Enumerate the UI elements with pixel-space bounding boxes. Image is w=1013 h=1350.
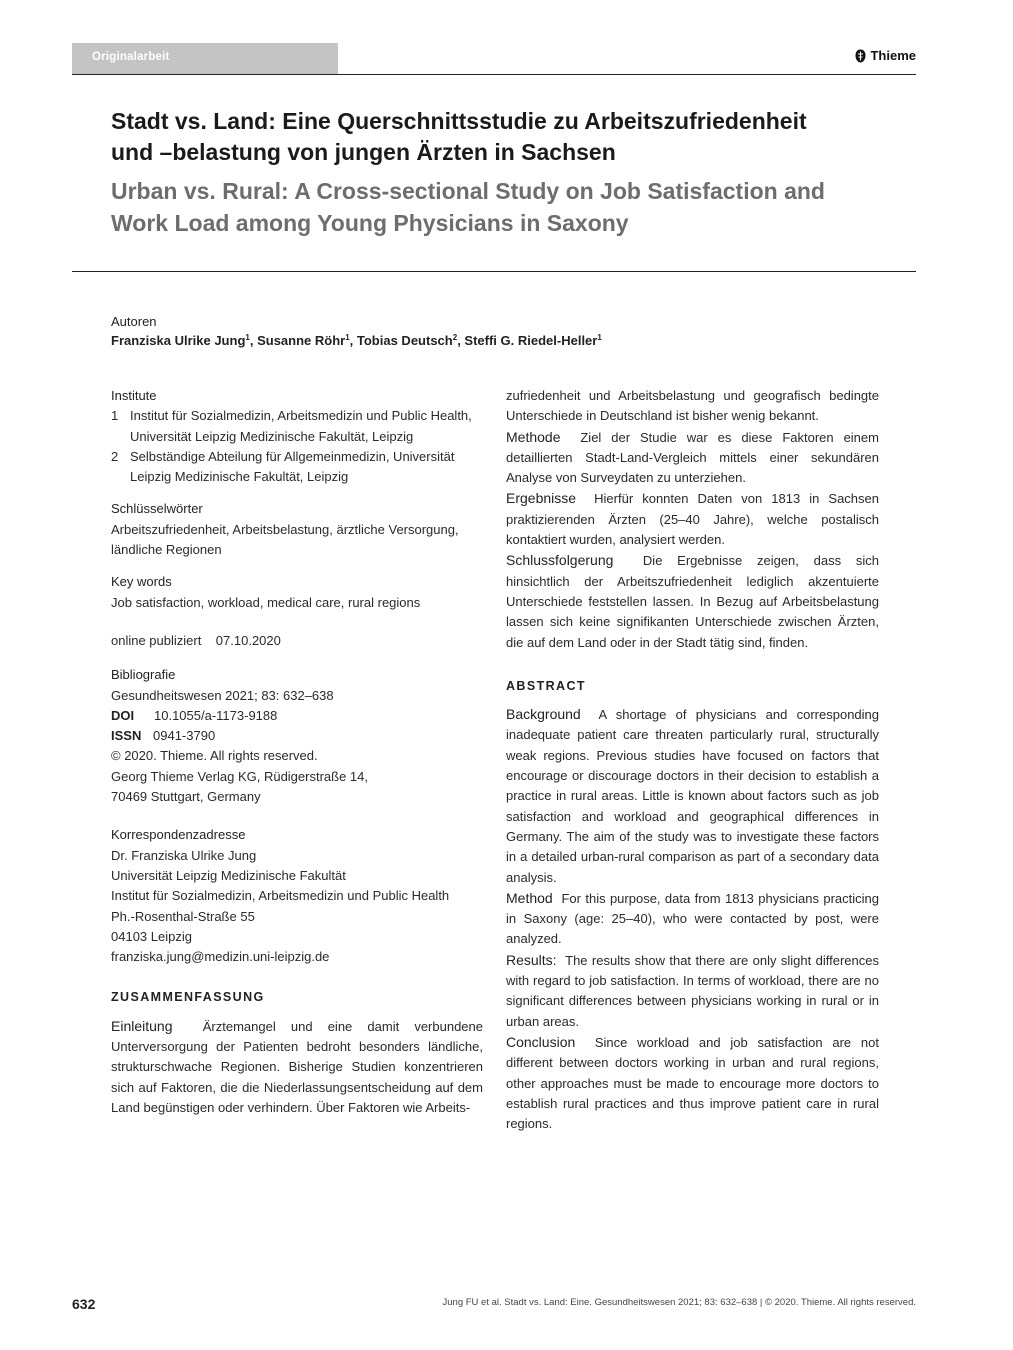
section-tab	[72, 43, 338, 74]
institute-text: Selbständige Abteilung für Allgemeinmedizin, Universität Leipzig Medizinische Fakultät, Leipzig	[130, 448, 455, 485]
correspondence-email[interactable]: franziska.jung@medizin.uni-leipzig.de	[111, 949, 330, 965]
title-english-line2: Work Load among Young Physicians in Saxony	[111, 210, 629, 236]
keywords-de-heading: Schlüsselwörter	[111, 501, 203, 517]
correspondence-line: Institut für Sozialmedizin, Arbeitsmedizin und Public Health	[111, 888, 450, 904]
online-published-label: online publiziert	[111, 632, 202, 648]
publisher-name: Thieme	[870, 48, 916, 63]
author-affiliation: 1	[245, 333, 250, 342]
author-list	[111, 333, 602, 348]
background-label: Background	[506, 706, 581, 723]
schlussfolgerung-paragraph	[506, 550, 879, 652]
bibliography-citation: Gesundheitswesen 2021; 83: 632–638	[111, 687, 334, 703]
publisher-address-line: Georg Thieme Verlag KG, Rüdigerstraße 14,	[111, 768, 368, 784]
author-separator: ,	[249, 333, 258, 348]
author-separator: ,	[457, 333, 465, 348]
bibliography-heading: Bibliografie	[111, 667, 176, 683]
ergebnisse-text: Hierfür konnten Daten von 1813 in Sachsen praktizierenden Ärzten (25–40 Jahre), welche postalisch kontaktiert wurden, analysiert werden.	[506, 491, 879, 548]
einleitung-label: Einleitung	[111, 1017, 173, 1034]
doi-label: DOI	[111, 707, 135, 723]
einleitung-continued: zufriedenheit und Arbeitsbelastung und geografisch bedingte Unterschiede in Deutschland ist bisher wenig bekannt.	[506, 388, 879, 424]
header-rule	[72, 74, 916, 75]
authors-label: Autoren	[111, 314, 157, 329]
author-name: Franziska Ulrike Jung	[111, 333, 246, 348]
publisher-logo	[855, 48, 916, 63]
correspondence-line: Dr. Franziska Ulrike Jung	[111, 847, 257, 863]
section-tab-label: Originalarbeit	[92, 51, 170, 63]
institute-item	[111, 406, 483, 447]
correspondence-line: 04103 Leipzig	[111, 928, 192, 944]
keywords-en-heading: Key words	[111, 574, 172, 590]
keywords-en-text: Job satisfaction, workload, medical care, rural regions	[111, 594, 421, 610]
method-label: Method	[506, 889, 553, 906]
author-affiliation: 2	[452, 333, 458, 342]
copyright-line: © 2020. Thieme. All rights reserved.	[111, 748, 318, 764]
results-label: Results:	[506, 951, 557, 968]
abstract-heading: ABSTRACT	[506, 678, 586, 693]
institute-number: 1	[111, 408, 119, 424]
results-paragraph	[506, 950, 879, 1032]
method-paragraph	[506, 888, 879, 950]
correspondence-line: Ph.-Rosenthal-Straße 55	[111, 908, 255, 924]
issn-label: ISSN	[111, 728, 142, 744]
correspondence-heading: Korrespondenzadresse	[111, 827, 246, 843]
conclusion-text: Since workload and job satisfaction are not different between doctors working in urban and rural regions, other approaches must be made to encourage more doctors to establish rural practices and thus improve patient care in rural regions.	[506, 1034, 879, 1132]
keywords-de-text: Arbeitszufriedenheit, Arbeitsbelastung, ärztliche Versorgung, ländliche Regionen	[111, 521, 459, 558]
conclusion-label: Conclusion	[506, 1033, 576, 1050]
title-german-line1: Stadt vs. Land: Eine Querschnittsstudie zu Arbeitszufriedenheit	[111, 108, 807, 134]
background-paragraph	[506, 704, 879, 888]
institutes-heading: Institute	[111, 388, 157, 403]
issn-value: 0941-3790	[153, 728, 216, 744]
methode-text: Ziel der Studie war es diese Faktoren einem detaillierten Stadt-Land-Vergleich mittels einer sekundären Analyse von Surveydaten zu unterziehen.	[506, 429, 879, 486]
author-name: Steffi G. Riedel-Heller	[464, 333, 598, 348]
online-published	[111, 631, 483, 651]
footer-citation: Jung FU et al. Stadt vs. Land: Eine. Gesundheitswesen 2021; 83: 632–638 | © 2020. Thieme. All rights reserved.	[442, 1297, 916, 1308]
title-german	[111, 106, 891, 168]
author-name: Tobias Deutsch	[356, 333, 453, 348]
methode-paragraph	[506, 427, 879, 489]
results-text: The results show that there are only slight differences with regard to job satisfaction. In terms of workload, there are no significant differences between physicians working in rural or in urban areas.	[506, 952, 879, 1029]
thieme-emblem-icon	[855, 49, 866, 63]
ergebnisse-label: Ergebnisse	[506, 490, 577, 507]
background-text: A shortage of physicians and corresponding inadequate patient care threaten particularly rural, structurally weak regions. Previous studies have focused on factors that encourage or discourage doctors in their decision to establish a practice in rural areas. Little is known about factors such as job satisfaction and workload and geographical differences in Germany. The aim of the study was to investigate these factors in a detailed urban-rural comparison as part of a secondary data analysis.	[506, 707, 879, 885]
correspondence-line: Universität Leipzig Medizinische Fakultät	[111, 867, 346, 883]
einleitung-paragraph	[111, 1016, 483, 1118]
author-name: Susanne Röhr	[257, 333, 346, 348]
right-column	[506, 386, 879, 1134]
online-published-date: 07.10.2020	[215, 632, 281, 648]
title-german-line2: und –belastung von jungen Ärzten in Sachsen	[111, 139, 616, 165]
schlussfolgerung-text: Die Ergebnisse zeigen, dass sich hinsichtlich der Arbeitszufriedenheit lediglich akzentuierte Unterschiede feststellen lassen. In Bezug auf Arbeitsbelastung lassen sich keine signifikanten Unterschiede zwischen Ärzten, die auf dem Land oder in der Stadt tätig sind, finden.	[506, 553, 879, 650]
title-english	[111, 175, 891, 239]
title-rule	[72, 271, 916, 272]
publisher-address-line: 70469 Stuttgart, Germany	[111, 789, 261, 805]
institute-item	[111, 447, 483, 488]
doi-line	[111, 706, 483, 726]
left-column	[111, 386, 483, 1118]
zusammenfassung-heading: ZUSAMMENFASSUNG	[111, 990, 265, 1005]
doi-value[interactable]: 10.1055/a-1173-9188	[154, 707, 278, 723]
page-number: 632	[72, 1296, 96, 1312]
institute-text: Institut für Sozialmedizin, Arbeitsmedizin und Public Health, Universität Leipzig Medizinische Fakultät, Leipzig	[130, 408, 472, 444]
author-affiliation: 1	[597, 333, 602, 342]
method-text: For this purpose, data from 1813 physicians practicing in Saxony (age: 25–40), who were contacted by post, were analyzed.	[506, 890, 879, 947]
schlussfolgerung-label: Schlussfolgerung	[506, 552, 614, 569]
ergebnisse-paragraph	[506, 488, 879, 550]
issn-line	[111, 726, 483, 746]
institute-number: 2	[111, 448, 119, 464]
title-english-line1: Urban vs. Rural: A Cross-sectional Study on Job Satisfaction and	[111, 178, 825, 204]
author-separator: ,	[349, 333, 357, 348]
einleitung-text: Ärztemangel und eine damit verbundene Unterversorgung der Patienten bedroht besonders ländliche, strukturschwache Regionen. Bisherige Studien konzentrieren sich auf Faktoren, die die Niederlassungsentscheidung auf dem Land begünstigen oder verhindern. Über Faktoren wie Arbeits-	[111, 1018, 483, 1115]
conclusion-paragraph	[506, 1032, 879, 1134]
methode-label: Methode	[506, 428, 561, 445]
author-affiliation: 1	[345, 333, 350, 342]
